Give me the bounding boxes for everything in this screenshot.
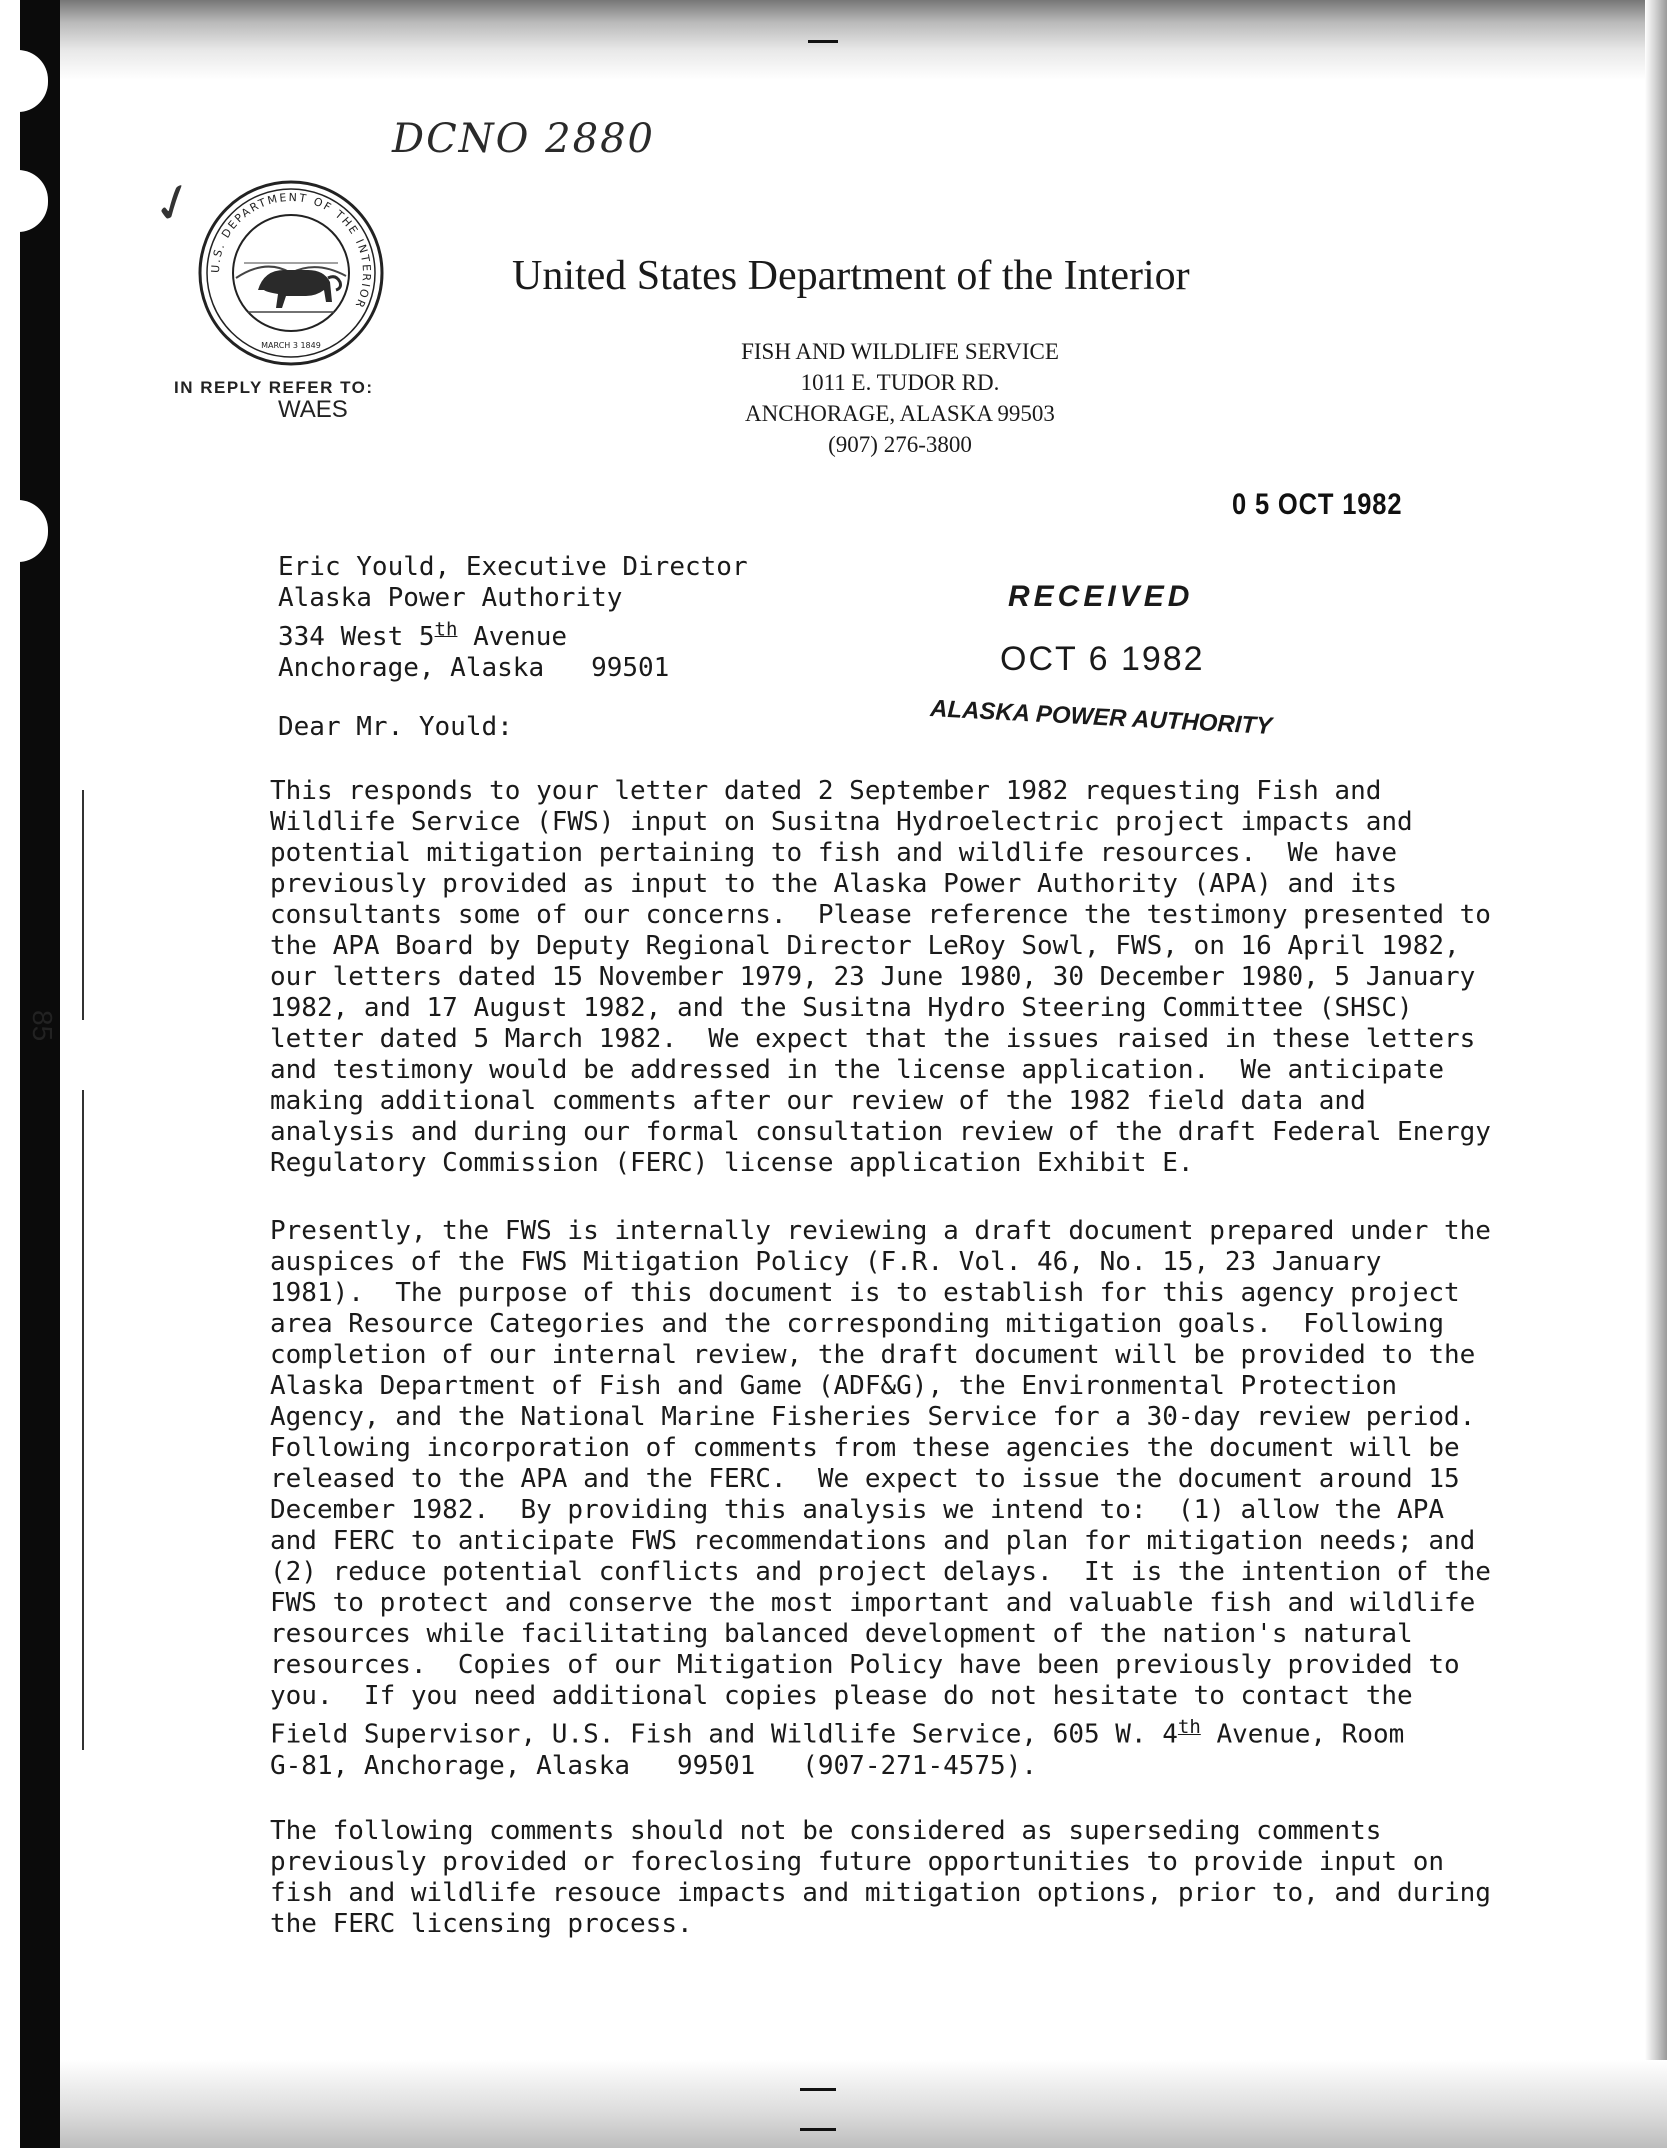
recipient-address xyxy=(278,552,748,684)
scan-top-edge xyxy=(60,0,1667,80)
punch-hole xyxy=(14,500,48,562)
recipient-name: Eric Yould, Executive Director xyxy=(278,552,748,582)
check-mark-icon: ✓ xyxy=(143,168,204,240)
scan-mark xyxy=(808,40,838,43)
scan-mark xyxy=(800,2088,836,2091)
salutation: Dear Mr. Yould: xyxy=(278,712,513,742)
scan-mark xyxy=(800,2128,836,2131)
margin-line xyxy=(82,790,84,1020)
handwritten-document-number: DCNO 2880 xyxy=(392,116,655,162)
margin-line xyxy=(82,1090,84,1750)
margin-number: 85 xyxy=(27,1010,58,1042)
letter-date: 0 5 OCT 1982 xyxy=(1232,488,1403,521)
received-stamp-organization: ALASKA POWER AUTHORITY xyxy=(929,695,1273,740)
body-paragraph-2: Presently, the FWS is internally reviewing a draft document prepared under the auspices of the FWS Mitigation Policy (F.R. Vol. 46, No. 15, 23 January 1981). The purpose of this document is to establish for this agency project area Resource Categories and the corresponding mitigation goals. Following completion of our internal review, the draft document will be provided to the Alaska Department of Fish and Game (ADF&G), the Environmental Protection Agency, and the National Marine Fisheries Service for a 30-day review period. Following incorporation of comments from these agencies the document will be released to the APA and the FERC. We expect to issue the document around 15 December 1982. By providing this analysis we intend to: (1) allow the APA and FERC to anticipate FWS recommendations and plan for mitigation needs; and (2) reduce potential conflicts and project delays. It is the intention of the FWS to protect and conserve the most important and valuable fish and wildlife resources while facilitating balanced development of the nation's natural resources. Copies of our Mitigation Policy have been previously provided to you. If you need additional copies please do not hesitate to contact the Field Supervisor, U.S. Fish and Wildlife Service, 605 W. 4th Avenue, Room G-81, Anchorage, Alaska 99501 (907-271-4575). xyxy=(270,1216,1491,1781)
phone-number: (907) 276-3800 xyxy=(828,432,972,457)
street-address: 1011 E. TUDOR RD. xyxy=(800,370,1000,395)
scan-bottom-edge xyxy=(60,2060,1667,2148)
recipient-organization: Alaska Power Authority xyxy=(278,583,623,613)
bureau-name: FISH AND WILDLIFE SERVICE xyxy=(741,339,1059,364)
department-seal-icon xyxy=(196,178,386,368)
seal-ring-text: U.S. DEPARTMENT OF THE INTERIOR xyxy=(208,190,374,312)
recipient-street: 334 West 5th Avenue xyxy=(278,618,568,652)
scan-right-edge xyxy=(1645,0,1667,2148)
letterhead-address xyxy=(600,336,1200,460)
seal-date: MARCH 3 1849 xyxy=(261,341,321,350)
received-stamp-date: OCT 6 1982 xyxy=(1000,640,1205,678)
body-paragraph-3: The following comments should not be considered as superseding comments previously provided or foreclosing future opportunities to provide input on fish and wildlife resouce impacts and mitigation options, prior to, and during the FERC licensing process. xyxy=(270,1816,1491,1939)
punch-hole xyxy=(14,50,48,112)
recipient-city: Anchorage, Alaska 99501 xyxy=(278,652,670,683)
reply-label: IN REPLY REFER TO: xyxy=(174,378,374,397)
agency-title: United States Department of the Interior xyxy=(512,253,1190,299)
reply-code: WAES xyxy=(278,396,348,423)
scan-left-edge xyxy=(20,0,60,2148)
city-address: ANCHORAGE, ALASKA 99503 xyxy=(745,401,1055,426)
body-paragraph-1: This responds to your letter dated 2 September 1982 requesting Fish and Wildlife Service (FWS) input on Susitna Hydroelectric project impacts and potential mitigation pertaining to fish and wildlife resources. We have previously provided as input to the Alaska Power Authority (APA) and its consultants some of our concerns. Please reference the testimony presented to the APA Board by Deputy Regional Director LeRoy Sowl, FWS, on 16 April 1982, our letters dated 15 November 1979, 23 June 1980, 30 December 1980, 5 January 1982, and 17 August 1982, and the Susitna Hydro Steering Committee (SHSC) letter dated 5 March 1982. We expect that the issues raised in these letters and testimony would be addressed in the license application. We anticipate making additional comments after our review of the 1982 field data and analysis and during our formal consultation review of the draft Federal Energy Regulatory Commission (FERC) license application Exhibit E. xyxy=(270,776,1491,1178)
punch-hole xyxy=(14,170,48,232)
received-stamp-word: RECEIVED xyxy=(1008,580,1194,613)
